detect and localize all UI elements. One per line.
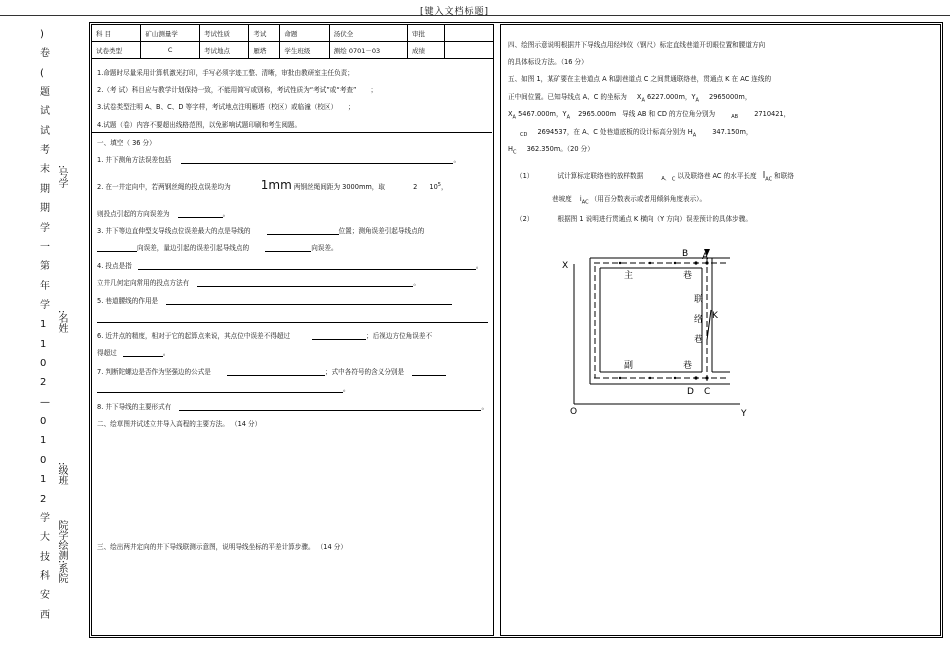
class-value: 测绘 0701－03 [329,42,407,59]
axis-x-label: X [562,261,569,271]
department-label: 院学绘测:系院 [56,520,67,584]
axis-y-label: Y [741,409,747,419]
connecting-char-2: 络 [694,315,704,325]
binding-char: 年 [40,281,50,292]
note-2: 2.（考 试）科目应与教学计划保持一致，不能用简写或别称，考试性质为“考试”或“考查” ； [97,86,378,94]
notes-divider [91,132,492,133]
answer-blank-6a[interactable] [312,339,366,340]
answer-blank-1[interactable] [181,163,453,164]
point-b-label: B [682,249,689,259]
binding-char: 末 [40,164,50,175]
point-d-label: D [687,387,694,397]
subquestion-1-cont: 巷坡度 $i_{AC}$ （用百分数表示或者用倾斜角度表示）。 [552,195,707,206]
secondary-roadway-label: 副 [624,361,634,371]
roadway-diagram [560,244,760,424]
point-a-label: A [702,252,709,262]
section5-line5: $H_C$ 362.350m。（20 分） [508,145,594,156]
binding-char: 0 [40,455,47,466]
answer-blank-3a[interactable] [267,234,339,235]
k-point-arrow [707,310,711,340]
exam-info-table [91,24,494,59]
answer-blank-3b[interactable] [97,251,137,252]
author-label: 命题 [280,25,329,42]
subquestion-2: （2） 根据图 1 说明进行贯通点 K 横向（Y 方向）误差预计的具体步骤。 [516,215,752,223]
score-value [445,42,494,59]
binding-char: 1 [40,474,47,485]
student-id-label: :号学 [56,165,67,189]
answer-blank-4a[interactable] [138,269,476,270]
binding-char: 题 [40,87,50,98]
section5-line4: $_{CD}$ 2694537，在 A、C 处巷道底板的设计标高分别为 $H_A$ 347.150m， [520,128,753,139]
binding-char: 2 [40,494,47,505]
binding-char: 试 [40,106,50,117]
section1-title: 一、填空（ 36 分） [97,139,156,147]
answer-blank-7a[interactable] [227,375,325,376]
binding-char: 学 [40,513,50,524]
binding-char: 期 [40,184,50,195]
roadway-char-3: 巷 [683,361,693,371]
subquestion-1: （1） 试计算标定联络巷的放样数据 $_{A、}$ $_C$ 以及联络巷 AC 的水平长度 $l_{AC}$ 和联络 [516,171,794,183]
section5-line1: 五、如图 1，某矿要在主巷道点 A 和副巷道点 C 之间贯通联络巷，贯通点 K 在 AC 连线的 [508,75,772,83]
class-label-cell: 学生班级 [280,42,329,59]
question-7-cont: 。 [97,383,350,393]
note-4: 4.试题（卷）内容不要超出线格范围，以免影响试题印刷和考生阅题。 [97,121,302,129]
note-1: 1.命题时尽量采用计算机激光打印，手写必须字迹工整、清晰，审批由教研室主任负责； [97,69,354,77]
point-c-label: C [704,387,711,397]
exam-location-value: 雁塔 [249,42,280,59]
binding-char: 1 [40,339,47,350]
binding-char: 试 [40,126,50,137]
binding-char: 卷 [40,48,50,59]
binding-char: 第 [40,261,50,272]
exam-nature-value: 考试 [249,25,280,42]
binding-char: 技 [40,552,50,563]
header-rule [0,15,950,16]
section5-line2: 正中间位置。已知导线点 A、C 的坐标为 $X_A$ 6227.000m，$Y_A$ 2965000m， [508,93,752,104]
binding-char: 一 [40,242,50,253]
answer-blank-4b[interactable] [197,286,413,287]
main-roadway-label: 主 [624,271,634,281]
section2-title: 二、绘草图并试述立井导入高程的主要方法。 （14 分） [97,420,262,428]
name-label: :名姓 [56,310,67,334]
answer-blank-6b[interactable] [123,356,163,357]
binding-char: 安 [40,590,50,601]
binding-char: 0 [40,416,47,427]
question-1: 1. 井下测角方法误差包括 。 [97,156,461,164]
approval-label: 审批 [408,25,445,42]
exam-location-label: 考试地点 [199,42,248,59]
question-6: 6. 近井点的精度，相对于它的起算点来说，其点位中误差不得超过 ；后视边方位角误差不 [97,332,433,340]
main-roadway [590,258,730,384]
question-7: 7. 判断陀螺边是否作为坚强边的公式是 ；式中各符号的含义分别是 [97,366,446,376]
author-value: 汤伏全 [329,25,407,42]
answer-blank-8[interactable] [179,410,481,411]
approval-value [445,25,494,42]
roadway-char-1: 巷 [683,271,693,281]
question-6-cont: 得超过 。 [97,349,170,357]
point-k-label: K [712,311,718,321]
question-2: 2. 在一井定向中，若两钢丝绳的投点误差均为 1mm 两钢丝绳间距为 3000mm，取 2 $10^5$， [97,178,448,192]
question-2-cont: 则投点引起的方向误差为 。 [97,210,230,218]
question-8: 8. 井下导线的主要形式有 。 [97,403,489,411]
binding-char: 1 [40,435,47,446]
binding-margin-text [40,30,54,670]
section3-title: 三、绘出两井定向的井下导线联测示意图，说明导线坐标的平差计算步骤。 （14 分） [97,543,347,551]
exam-nature-label: 考试性质 [199,25,248,42]
answer-blank-3c[interactable] [265,251,311,252]
binding-char: 大 [40,532,50,543]
answer-blank-7c[interactable] [97,392,343,393]
question-4-cont: 立井几何定向常用的投点方法有 。 [97,279,421,287]
binding-char: 1 [40,319,47,330]
binding-char: 科 [40,571,50,582]
connecting-char-3: 巷 [694,335,704,345]
answer-blank-2[interactable] [178,217,223,218]
question-3-cont: 向误差，量边引起的误差引起导线点的 向误差。 [97,242,338,252]
question-3: 3. 井下等边直伸型支导线点位误差最大的点是导线的 位置；测角误差引起导线点的 [97,227,425,235]
question-4: 4. 投点是指 。 [97,262,483,270]
connecting-char-1: 联 [694,295,704,305]
note-3: 3.试卷类型注明 A、B、C、D 等字样，考试地点注明雁塔（校区）或临潼（校区） ； [97,103,355,111]
subject-label: 科 目 [92,25,141,42]
document-header-title: [键入文档标题] [420,7,490,17]
class-label: :级班 [56,462,67,486]
answer-blank-7b[interactable] [412,375,446,376]
paper-type-value: C [141,42,200,59]
answer-blank-5b[interactable] [97,322,488,323]
binding-char: 学 [40,300,50,311]
score-label: 成绩 [408,42,445,59]
binding-char: — [40,397,50,408]
question-5: 5. 巷道腰线的作用是 [97,295,452,305]
origin-label: O [570,407,578,417]
answer-blank-5a[interactable] [166,304,452,305]
binding-char: 学 [40,223,50,234]
binding-char: 考 [40,145,50,156]
binding-labels [56,0,70,672]
binding-char: 西 [40,610,50,621]
section4-line1: 四、绘图示意说明根据井下导线点用经纬仪（钢尺）标定直线巷道开切眼位置和腰道方向 [508,41,766,49]
binding-char: 2 [40,377,47,388]
binding-char: 0 [40,358,47,369]
subject-value: 矿山测量学 [141,25,200,42]
binding-char: ( [40,68,44,79]
section5-line3: $X_A$ 5467.000m，$Y_A$ 2965.000m 导线 AB 和 CD 的方位角分别为 $_{AB}$ 2710421， [508,110,791,121]
section4-line2: 的具体标设方法。（16 分） [508,58,588,66]
binding-char: 期 [40,203,50,214]
binding-char: ) [40,29,44,40]
paper-type-label: 试卷类型 [92,42,141,59]
